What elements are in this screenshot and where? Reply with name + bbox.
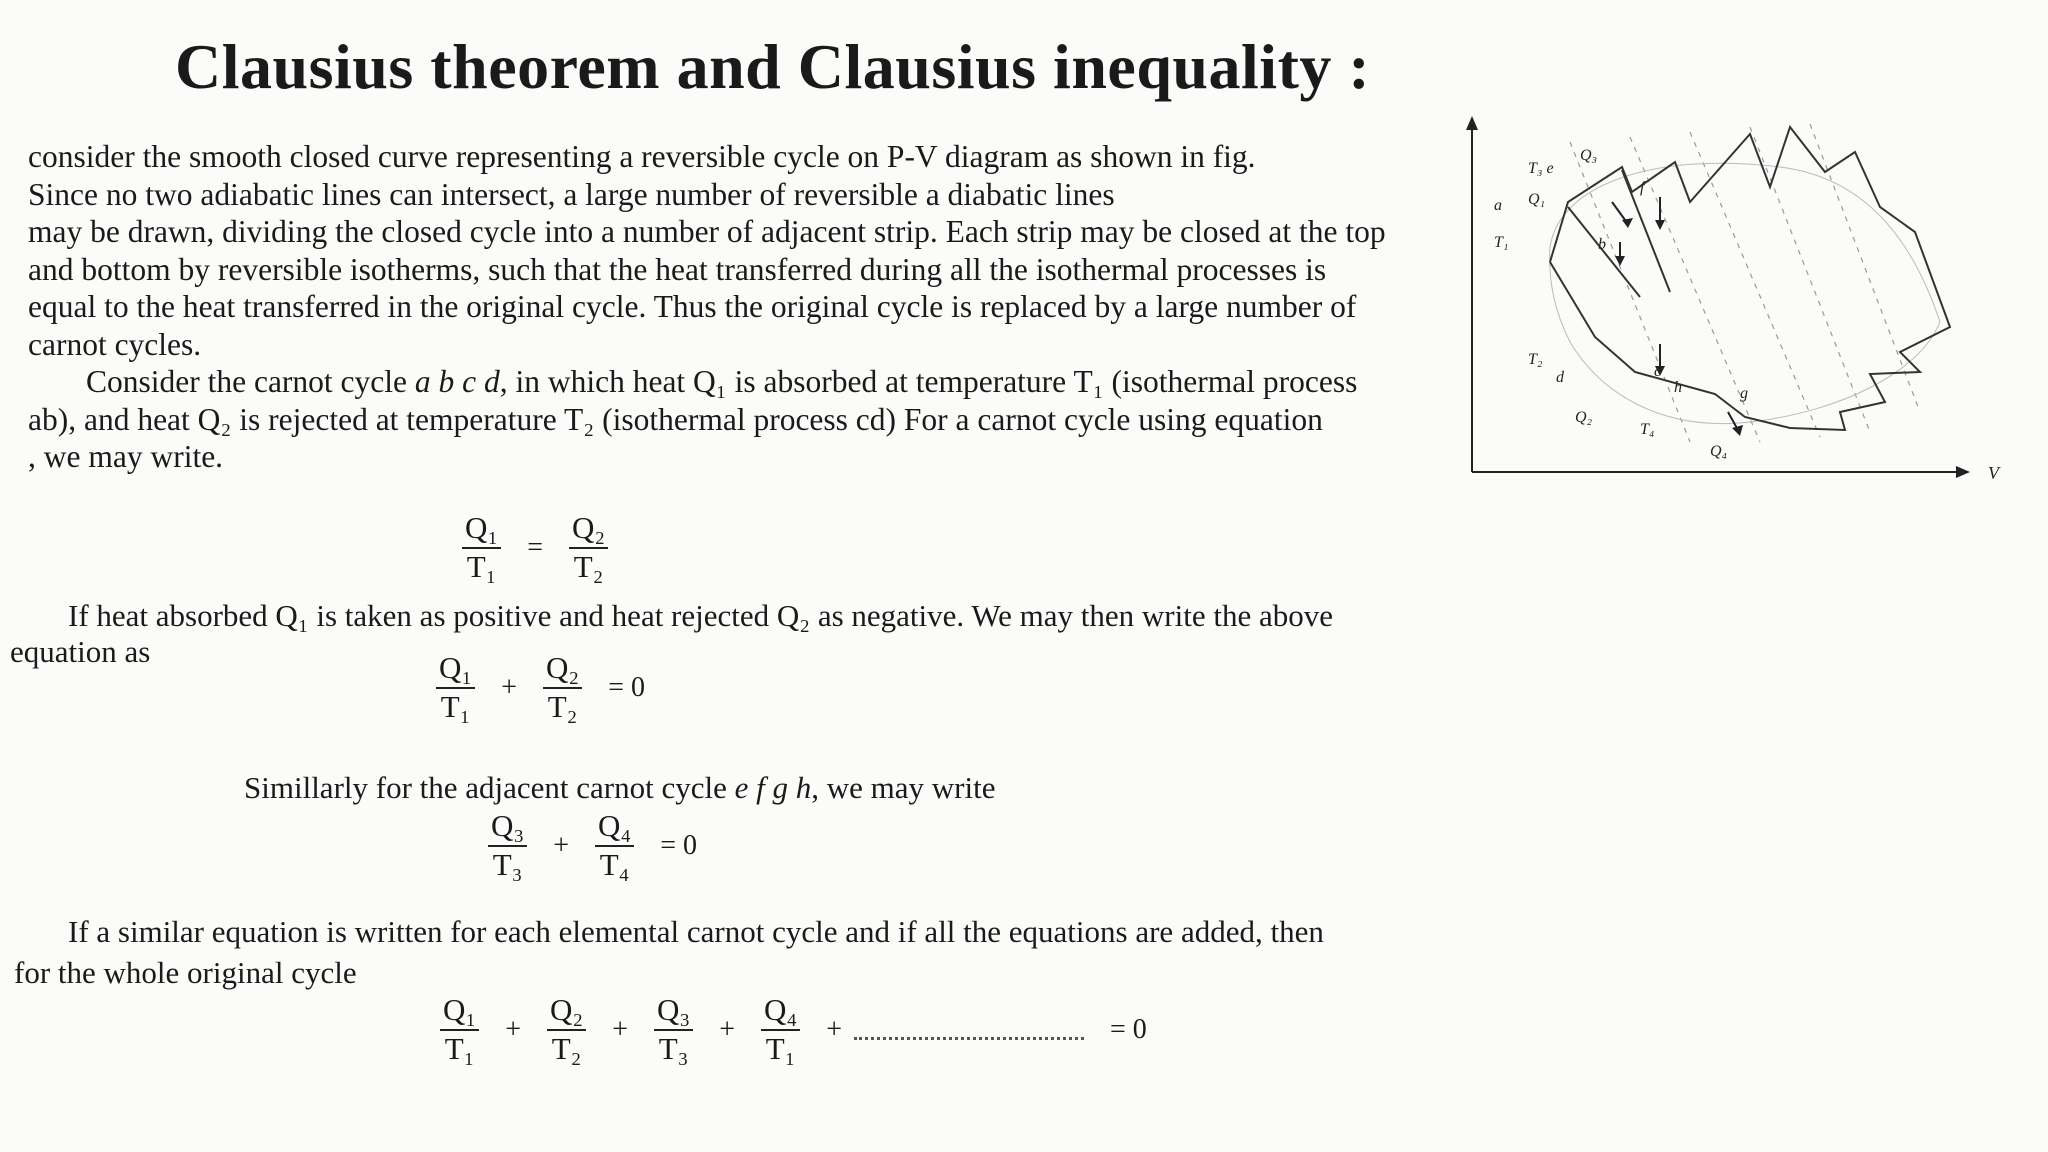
- label-t1: T₁: [1494, 234, 1509, 251]
- text-line: equal to the heat transferred in the original cycle. Thus the original cycle is replaced by a large number of: [28, 289, 1357, 324]
- equation-3: [488, 810, 697, 881]
- label-q2: Q₂: [1575, 409, 1593, 426]
- carnot-line-2: ab), and heat Q₂ is rejected at temperature T₂ (isothermal process cd) For a carnot cycle using equation: [28, 401, 1323, 437]
- text-line: and bottom by reversible isotherms, such that the heat transferred during all the isothermal processes is: [28, 251, 1327, 287]
- fraction: [761, 994, 800, 1065]
- whole-line-2: for the whole original cycle: [14, 955, 357, 990]
- p-axis-arrow: [1466, 116, 1478, 130]
- carnot-strips: [1550, 127, 1950, 430]
- label-q4: Q₄: [1710, 443, 1728, 460]
- label-t4: T₄: [1640, 421, 1655, 438]
- equation-2: [436, 652, 645, 723]
- denominator: T₁: [444, 1030, 475, 1066]
- cycle-label: a b c d: [414, 364, 500, 399]
- operator: +: [501, 671, 517, 703]
- numerator: Q₄: [764, 992, 798, 1027]
- label-q3: Q₃: [1580, 147, 1598, 164]
- carnot-line-3: , we may write.: [28, 439, 224, 474]
- operator: +: [612, 1013, 628, 1045]
- text-line: carnot cycles.: [28, 326, 202, 362]
- label-t2: T₂: [1528, 351, 1543, 368]
- equation-4: [440, 994, 1147, 1065]
- operator: +: [826, 1013, 842, 1045]
- numerator: Q₁: [465, 510, 499, 545]
- whole-line-1: If a similar equation is written for each elemental carnot cycle and if all the equations are added, then: [68, 914, 1324, 949]
- numerator: Q₁: [443, 992, 477, 1027]
- fraction: [488, 810, 527, 881]
- text-line: may be drawn, dividing the closed cycle into a number of adjacent strip. Each strip may be closed at the top: [28, 214, 1386, 249]
- v-axis-label: V: [1988, 463, 1999, 483]
- text-span: Simillarly for the adjacent carnot cycle: [244, 770, 735, 805]
- denominator: T₁: [440, 688, 471, 724]
- label-q1: Q₁: [1528, 191, 1546, 208]
- label-a: a: [1494, 197, 1502, 214]
- text-span: , we may write: [811, 770, 996, 805]
- intro-paragraph: [28, 138, 1448, 476]
- operator: +: [505, 1013, 521, 1045]
- cycle-label: e f g h: [734, 770, 812, 805]
- fraction: [595, 810, 634, 881]
- operator: =: [527, 531, 543, 563]
- label-b: b: [1598, 236, 1606, 253]
- numerator: Q₃: [657, 992, 691, 1027]
- text-span: , in which heat Q₁ is absorbed at temperature T₁ (isothermal process: [499, 364, 1358, 399]
- rhs: = 0: [608, 671, 645, 703]
- fraction: [462, 512, 501, 583]
- label-g: g: [1740, 385, 1748, 402]
- denominator: T₁: [765, 1030, 796, 1066]
- text-line: consider the smooth closed curve representing a reversible cycle on P-V diagram as shown in fig.: [28, 139, 1256, 174]
- fraction: [440, 994, 479, 1065]
- diagram-labels: [1494, 147, 1748, 460]
- denominator: T₃: [492, 846, 523, 882]
- sign-line-1: If heat absorbed Q₁ is taken as positive and heat rejected Q₂ as negative. We may then write the above: [68, 598, 1333, 633]
- denominator: T₁: [466, 548, 497, 584]
- text-line: Since no two adiabatic lines can intersect, a large number of reversible a diabatic lines: [28, 176, 1115, 212]
- numerator: Q₃: [491, 808, 525, 843]
- label-f: f: [1640, 179, 1645, 196]
- operator: +: [719, 1013, 735, 1045]
- denominator: T₂: [547, 688, 578, 724]
- fraction: [569, 512, 608, 583]
- label-d: d: [1556, 369, 1564, 386]
- equation-1: [462, 512, 608, 583]
- pv-diagram: [1460, 112, 2020, 492]
- adjacent-line: [244, 770, 995, 806]
- operator: +: [553, 829, 569, 861]
- label-t3e: T₃ e: [1528, 160, 1554, 177]
- label-c: c: [1654, 363, 1662, 380]
- v-axis-arrow: [1956, 466, 1970, 478]
- carnot-line-1: [28, 363, 1448, 401]
- denominator: T₂: [573, 548, 604, 584]
- fraction: [547, 994, 586, 1065]
- fraction: [436, 652, 475, 723]
- page-title: Clausius theorem and Clausius inequality :: [175, 31, 1371, 102]
- denominator: T₄: [599, 846, 630, 882]
- label-h: h: [1674, 379, 1682, 396]
- numerator: Q₄: [598, 808, 632, 843]
- ellipsis-dots: [854, 1033, 1084, 1040]
- text-span: Consider the carnot cycle: [86, 364, 415, 399]
- fraction: [654, 994, 693, 1065]
- denominator: T₂: [551, 1030, 582, 1066]
- numerator: Q₂: [546, 650, 580, 685]
- numerator: Q₁: [439, 650, 473, 685]
- fraction: [543, 652, 582, 723]
- numerator: Q₂: [572, 510, 606, 545]
- rhs: = 0: [660, 829, 697, 861]
- denominator: T₃: [658, 1030, 689, 1066]
- rhs: = 0: [1110, 1013, 1147, 1045]
- numerator: Q₂: [550, 992, 584, 1027]
- sign-line-2: equation as: [10, 634, 151, 669]
